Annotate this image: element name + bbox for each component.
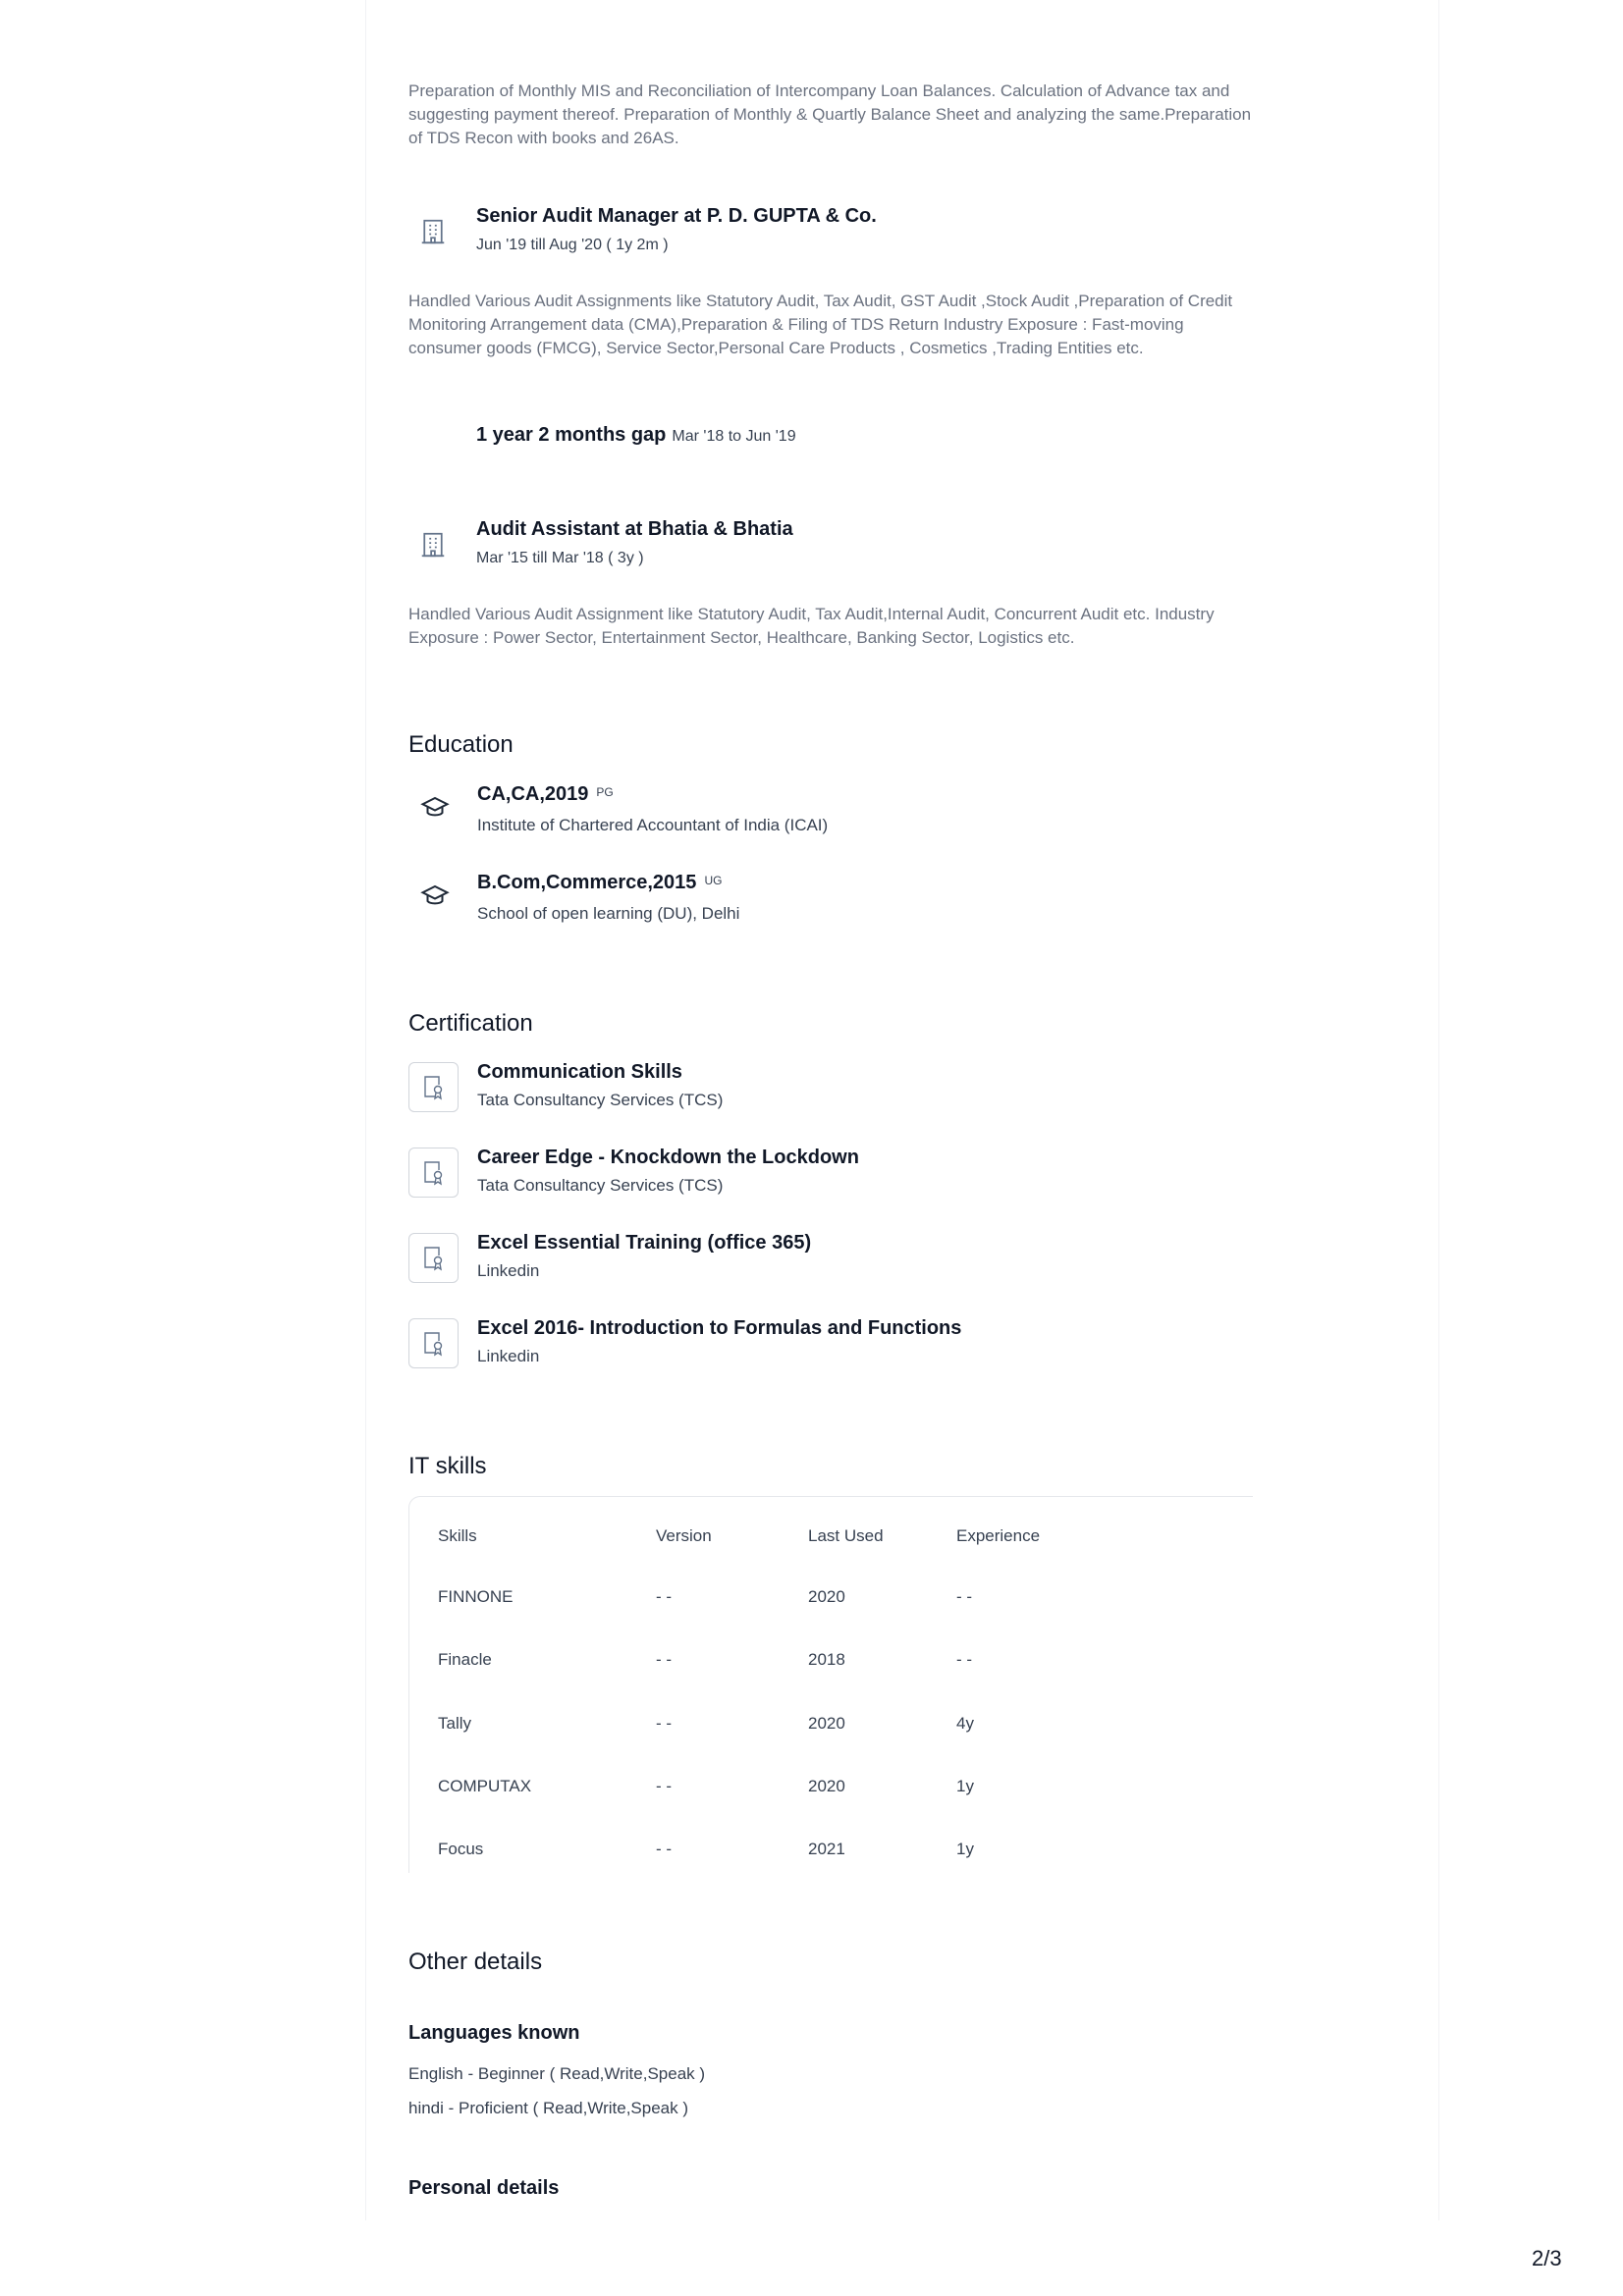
- job-title: Senior Audit Manager at P. D. GUPTA & Co.: [476, 205, 877, 227]
- column-header-experience: Experience: [956, 1526, 1041, 1545]
- languages-heading: Languages known: [408, 2022, 580, 2044]
- education-degree: CA,CA,2019 $^{PG}$: [477, 783, 614, 805]
- certification-item: [408, 1318, 1253, 1377]
- job-dates: Mar '15 till Mar '18 ( 3y ): [476, 550, 644, 566]
- certificate-icon-box: [408, 1148, 459, 1198]
- certificate-icon: [422, 1075, 446, 1100]
- certification-heading: Certification: [408, 1010, 533, 1037]
- page-number: 2/3: [1532, 2246, 1562, 2270]
- certification-name: Career Edge - Knockdown the Lockdown: [477, 1147, 859, 1168]
- certificate-icon: [422, 1246, 446, 1271]
- skill-last-used: 2021: [808, 1840, 845, 1858]
- skill-last-used: 2020: [808, 1777, 845, 1795]
- building-icon: [418, 217, 448, 246]
- gap-title: 1 year 2 months gap: [476, 424, 667, 446]
- building-icon: [418, 530, 448, 560]
- employment-gap: [476, 424, 796, 447]
- language-item: hindi - Proficient ( Read,Write,Speak ): [408, 2099, 689, 2117]
- table-row: [409, 1714, 1254, 1743]
- employment-item: [408, 205, 1253, 360]
- certificate-icon: [422, 1160, 446, 1186]
- skill-name: COMPUTAX: [438, 1777, 532, 1795]
- job-description: Handled Various Audit Assignment like Statutory Audit, Tax Audit,Internal Audit, Concurrent Audit etc. Industry Exposure : Power Sector, Entertainment Sector, Healthcare, Banking Sector, Logistics etc.: [408, 605, 1215, 647]
- certification-issuer: Linkedin: [477, 1347, 540, 1365]
- certification-item: [408, 1062, 1253, 1121]
- gap-range: Mar '18 to Jun '19: [672, 428, 796, 445]
- skill-last-used: 2020: [808, 1587, 845, 1606]
- certification-item: [408, 1233, 1253, 1292]
- skill-version: - -: [656, 1714, 673, 1733]
- certification-issuer: Linkedin: [477, 1261, 540, 1280]
- table-row: [409, 1840, 1254, 1869]
- education-institute: Institute of Chartered Accountant of India (ICAI): [477, 816, 829, 834]
- skill-experience: 1y: [956, 1777, 974, 1795]
- job-title: Audit Assistant at Bhatia & Bhatia: [476, 518, 793, 540]
- certificate-icon: [422, 1331, 446, 1357]
- skill-version: - -: [656, 1777, 673, 1795]
- table-header-row: [409, 1526, 1254, 1556]
- skill-experience: 1y: [956, 1840, 974, 1858]
- language-item: English - Beginner ( Read,Write,Speak ): [408, 2064, 706, 2083]
- skill-version: - -: [656, 1587, 673, 1606]
- personal-details-heading: Personal details: [408, 2177, 560, 2199]
- certification-issuer: Tata Consultancy Services (TCS): [477, 1176, 724, 1195]
- certificate-icon-box: [408, 1233, 459, 1283]
- certification-issuer: Tata Consultancy Services (TCS): [477, 1091, 724, 1109]
- employment-item: [408, 518, 1253, 650]
- education-heading: Education: [408, 731, 514, 758]
- certificate-icon-box: [408, 1062, 459, 1112]
- it-skills-heading: IT skills: [408, 1453, 487, 1479]
- it-skills-table: [408, 1496, 1253, 1873]
- table-row: [409, 1650, 1254, 1680]
- job-description: Handled Various Audit Assignments like Statutory Audit, Tax Audit, GST Audit ,Stock Audit ,Preparation of Credit Monitoring Arrangement data (CMA),Preparation & Filing of TDS Return Industry Exposure : Fast-moving consumer goods (FMCG), Service Sector,Personal Care Products , Cosmetics ,Trading Entities etc.: [408, 292, 1233, 357]
- education-item: [408, 783, 1253, 842]
- skill-name: Tally: [438, 1714, 472, 1733]
- certificate-icon-box: [408, 1318, 459, 1368]
- skill-experience: - -: [956, 1650, 973, 1669]
- education-level-badge: PG: [596, 785, 614, 799]
- skill-experience: 4y: [956, 1714, 974, 1733]
- job-dates: Jun '19 till Aug '20 ( 1y 2m ): [476, 237, 669, 253]
- intro-description: Preparation of Monthly MIS and Reconciliation of Intercompany Loan Balances. Calculation of Advance tax and suggesting payment thereof. Preparation of Monthly & Quartly Balance Sheet and analyzing the same.Preparation of TDS Recon with books and 26AS.: [408, 81, 1252, 147]
- table-row: [409, 1587, 1254, 1617]
- certification-item: [408, 1148, 1253, 1206]
- certification-name: Excel 2016- Introduction to Formulas and Functions: [477, 1317, 962, 1339]
- skill-name: Focus: [438, 1840, 484, 1858]
- education-institute: School of open learning (DU), Delhi: [477, 904, 740, 923]
- graduation-cap-icon: [418, 793, 452, 823]
- skill-version: - -: [656, 1840, 673, 1858]
- skill-experience: - -: [956, 1587, 973, 1606]
- certification-name: Communication Skills: [477, 1061, 682, 1083]
- skill-last-used: 2020: [808, 1714, 845, 1733]
- other-details-heading: Other details: [408, 1949, 543, 1975]
- skill-version: - -: [656, 1650, 673, 1669]
- certification-name: Excel Essential Training (office 365): [477, 1232, 812, 1254]
- education-level-badge: UG: [704, 874, 723, 887]
- column-header-last-used: Last Used: [808, 1526, 884, 1545]
- table-row: [409, 1777, 1254, 1806]
- education-item: [408, 872, 1253, 931]
- skill-name: FINNONE: [438, 1587, 514, 1606]
- column-header-version: Version: [656, 1526, 712, 1545]
- column-header-skills: Skills: [438, 1526, 477, 1545]
- graduation-cap-icon: [418, 881, 452, 911]
- education-degree: B.Com,Commerce,2015 $^{UG}$: [477, 872, 723, 893]
- skill-last-used: 2018: [808, 1650, 845, 1669]
- skill-name: Finacle: [438, 1650, 492, 1669]
